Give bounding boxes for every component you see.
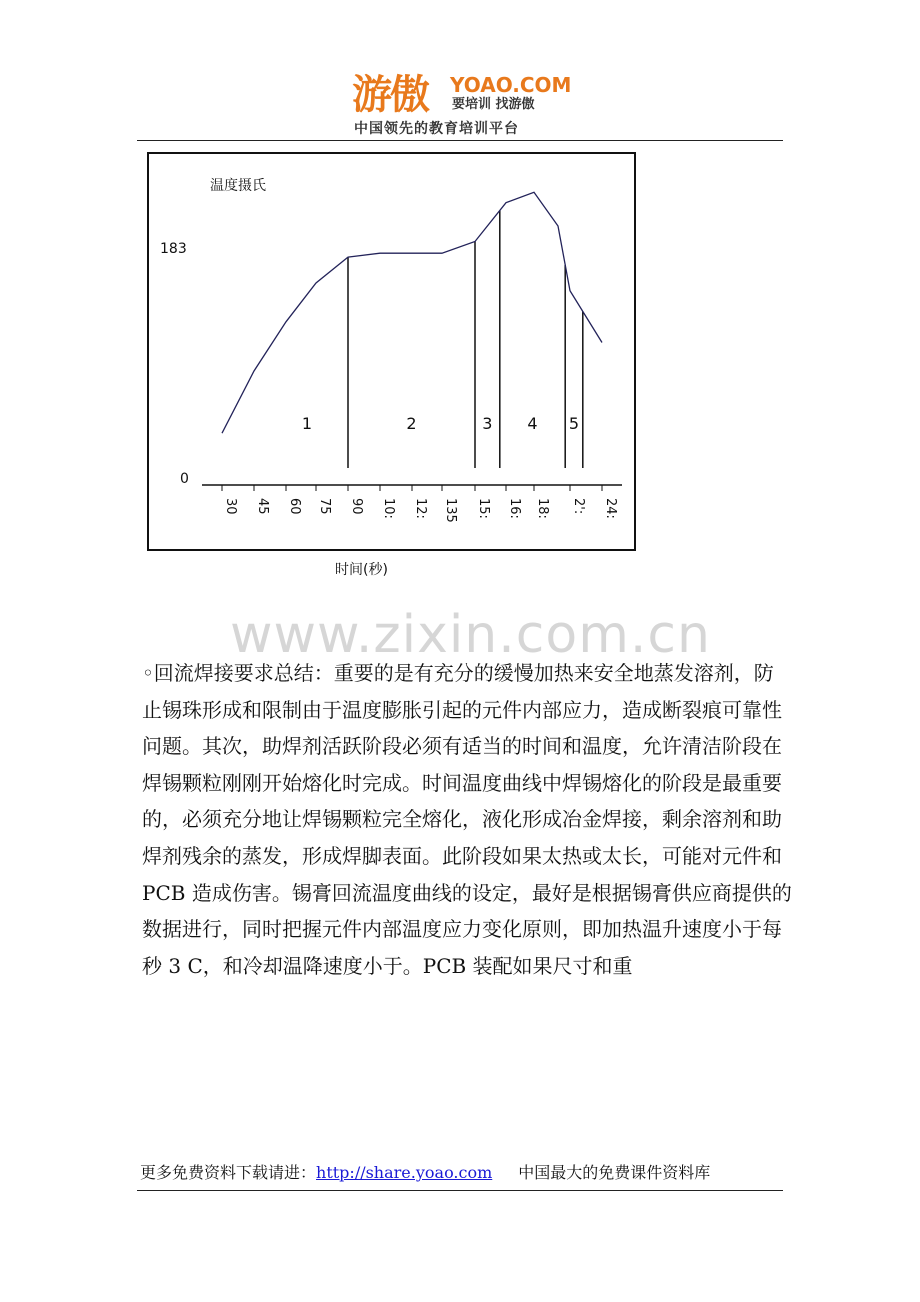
y-tick-0: 0 <box>180 471 189 487</box>
zone-lines <box>348 210 583 468</box>
temperature-curve <box>222 192 602 433</box>
footer-divider <box>137 1190 783 1191</box>
x-tick-label: 18: <box>535 498 550 519</box>
site-logo[interactable] <box>352 72 572 140</box>
x-tick-label: 2': <box>571 498 586 515</box>
footer-link[interactable]: http://share.yoao.com <box>316 1163 493 1182</box>
chart-frame <box>148 153 635 550</box>
logo-cn-text: 游傲 <box>352 72 428 118</box>
reflow-temperature-chart <box>140 150 640 585</box>
logo-slogan: 要培训 找游傲 <box>452 97 535 112</box>
logo-en-text: YOAO.COM <box>450 73 572 97</box>
zone-label: 3 <box>482 414 493 433</box>
zone-label: 5 <box>568 414 580 433</box>
zone-labels <box>302 414 579 433</box>
y-axis-title: 温度摄氏 <box>210 178 266 194</box>
logo-subtitle: 中国领先的教育培训平台 <box>354 121 519 137</box>
footer <box>140 1162 790 1184</box>
x-tick-label: 75 <box>317 498 332 515</box>
x-tick-label: 90 <box>349 498 364 515</box>
zone-label: 4 <box>527 414 538 433</box>
y-tick-183: 183 <box>160 241 187 257</box>
x-tick-label: 45 <box>255 498 270 515</box>
x-tick-label: 24: <box>603 498 618 519</box>
body-text <box>142 655 792 984</box>
x-tick-label: 135 <box>443 498 458 523</box>
watermark: www.zixin.com.cn <box>230 605 711 665</box>
x-axis-ticks <box>222 485 618 523</box>
x-tick-label: 15: <box>476 498 491 519</box>
x-tick-label: 60 <box>287 498 302 515</box>
header-divider <box>137 140 783 141</box>
zone-label: 2 <box>406 414 417 433</box>
x-tick-label: 10: <box>381 498 396 519</box>
footer-left-text: 更多免费资料下载请进： <box>140 1163 317 1182</box>
summary-paragraph: ◦回流焊接要求总结：重要的是有充分的缓慢加热来安全地蒸发溶剂，防止锡珠形成和限制由于温度膨胀引起的元件内部应力，造成断裂痕可靠性问题。其次，助焊剂活跃阶段必须有适当的时间和温度，允许清洁阶段在焊锡颗粒刚刚开始熔化时完成。时间温度曲线中焊锡熔化的阶段是最重要的，必须充分地让焊锡颗粒完全熔化，液化形成冶金焊接，剩余溶剂和助焊剂残余的蒸发，形成焊脚表面。此阶段如果太热或太长，可能对元件和 PCB 造成伤害。锡膏回流温度曲线的设定，最好是根据锡膏供应商提供的数据进行，同时把握元件内部温度应力变化原则，即加热温升速度小于每秒 3 C，和冷却温降速度小于。PCB 装配如果尺寸和重 <box>142 661 792 978</box>
x-tick-label: 16: <box>507 498 522 519</box>
x-tick-label: 30 <box>223 498 238 515</box>
x-tick-label: 12: <box>413 498 428 519</box>
footer-right-text: 中国最大的免费课件资料库 <box>518 1163 711 1182</box>
x-axis-title: 时间(秒) <box>335 562 388 578</box>
zone-label: 1 <box>301 414 313 433</box>
